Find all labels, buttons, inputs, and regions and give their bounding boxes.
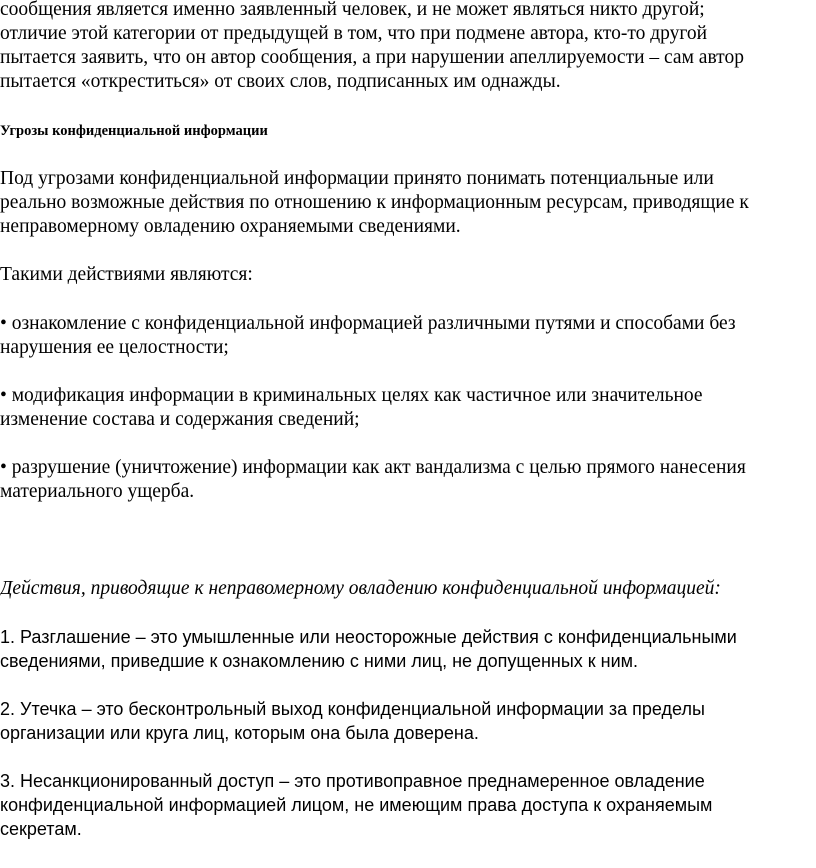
definition-line: реально возможные действия по отношению к информационным ресурсам, приводящие к — [0, 192, 749, 213]
bullet-item — [0, 312, 736, 360]
definition-paragraph — [0, 167, 749, 239]
numbered-line: организации или круга лиц, которым она была доверена. — [0, 723, 479, 743]
bullet-line: материального ущерба. — [0, 481, 195, 502]
numbered-line: секретам. — [0, 819, 82, 839]
numbered-line: сведениями, приведшие к ознакомлению с ними лиц, не допущенных к ним. — [0, 651, 639, 671]
bullet-line: нарушения ее целостности; — [0, 337, 229, 358]
italic-heading: Действия, приводящие к неправомерному овладению конфиденциальной информацией: — [0, 578, 721, 599]
numbered-line: 2. Утечка – это бесконтрольный выход конфиденциальной информации за пределы — [0, 699, 705, 719]
actions-intro: Такими действиями являются: — [0, 264, 253, 285]
numbered-line: конфиденциальной информацией лицом, не имеющим права доступа к охраняемым — [0, 795, 713, 815]
definition-line: неправомерному овладению охраняемыми сведениями. — [0, 216, 461, 237]
numbered-line: 1. Разглашение – это умышленные или неосторожные действия с конфиденциальными — [0, 627, 737, 647]
section-heading: Угрозы конфиденциальной информации — [0, 123, 268, 139]
numbered-line: 3. Несанкционированный доступ – это противоправное преднамеренное овладение — [0, 771, 705, 791]
numbered-item — [0, 697, 705, 745]
definition-line: Под угрозами конфиденциальной информации принято понимать потенциальные или — [0, 168, 714, 189]
numbered-item — [0, 769, 712, 841]
bullet-item — [0, 384, 703, 432]
intro-paragraph — [0, 0, 744, 94]
bullet-item — [0, 456, 746, 504]
intro-line: отличие этой категории от предыдущей в том, что при подмене автора, кто-то другой — [0, 23, 708, 44]
bullet-line: изменение состава и содержания сведений; — [0, 409, 360, 430]
bullet-line: • разрушение (уничтожение) информации как акт вандализма с целью прямого нанесения — [0, 457, 746, 478]
intro-line: сообщения является именно заявленный человек, и не может являться никто другой; — [0, 0, 705, 20]
intro-line: пытается «откреститься» от своих слов, подписанных им однажды. — [0, 71, 561, 92]
intro-line: пытается заявить, что он автор сообщения, а при нарушении апеллируемости – сам автор — [0, 47, 744, 68]
bullet-line: • ознакомление с конфиденциальной информацией различными путями и способами без — [0, 313, 736, 334]
bullet-line: • модификация информации в криминальных целях как частичное или значительное — [0, 385, 703, 406]
numbered-item — [0, 625, 737, 673]
